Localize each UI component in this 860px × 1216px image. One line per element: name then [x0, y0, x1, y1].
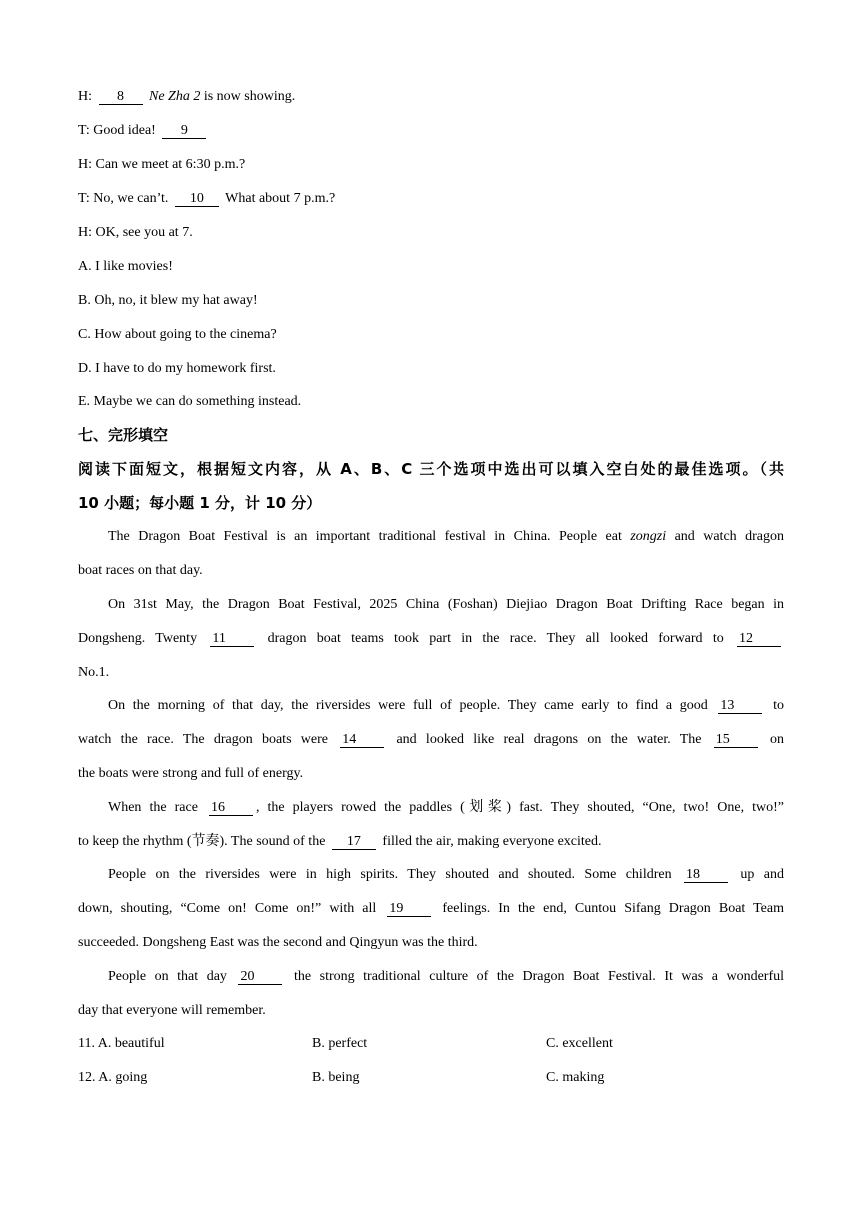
- passage-p1-line-1: The Dragon Boat Festival is an important traditional festival in China. People eat zongzi and watch dragon: [108, 529, 784, 544]
- dialogue-line-2: T: Good idea! 9: [78, 122, 784, 140]
- blank-13: 13: [718, 698, 762, 714]
- blank-18: 18: [684, 867, 728, 883]
- movie-title: Ne Zha 2: [149, 89, 201, 104]
- question-11-option-a: 11. A. beautiful: [78, 1036, 165, 1051]
- passage-p6-line-2: day that everyone will remember.: [78, 1003, 266, 1018]
- passage-p4-line-1: When the race 16 , the players rowed the paddles (划桨) fast. They shouted, “One, two! One, two!”: [108, 800, 785, 815]
- dialogue-line-4: T: No, we can’t. 10 What about 7 p.m.?: [78, 191, 336, 206]
- dialogue-option-b: B. Oh, no, it blew my hat away!: [78, 293, 258, 308]
- dialogue-option-e: E. Maybe we can do something instead.: [78, 394, 302, 409]
- blank-10: 10: [175, 191, 219, 207]
- dialogue-text: H:: [78, 89, 96, 104]
- passage-p3-line-2: watch the race. The dragon boats were 14 and looked like real dragons on the water. The 15 on: [78, 732, 784, 747]
- section-title: 七、完形填空: [78, 426, 169, 444]
- blank-11: 11: [210, 631, 254, 647]
- dialogue-option-a: A. I like movies!: [78, 259, 173, 274]
- instruction-line-1: 阅读下面短文，根据短文内容，从 A、B、C 三个选项中选出可以填入空白处的最佳选项。（共: [78, 460, 784, 478]
- blank-9: 9: [162, 123, 206, 139]
- question-11-option-b: B. perfect: [312, 1036, 368, 1051]
- blank-15: 15: [714, 732, 758, 748]
- passage-p1-line-2: boat races on that day.: [78, 563, 203, 578]
- passage-p2-line-2: Dongsheng. Twenty 11 dragon boat teams took part in the race. They all looked forward to 12: [78, 630, 784, 648]
- passage-p3-line-3: the boats were strong and full of energy.: [78, 766, 304, 781]
- dialogue-option-c: C. How about going to the cinema?: [78, 327, 277, 342]
- question-12-option-b: B. being: [312, 1070, 360, 1085]
- passage-p4-line-2: to keep the rhythm (节奏). The sound of the 17 filled the air, making everyone excited.: [78, 834, 602, 849]
- dialogue-line-5: H: OK, see you at 7.: [78, 225, 193, 240]
- blank-19: 19: [387, 901, 431, 917]
- passage-p6-line-1: People on that day 20 the strong traditional culture of the Dragon Boat Festival. It was a wonderful: [108, 969, 784, 984]
- dialogue-line-3: H: Can we meet at 6:30 p.m.?: [78, 157, 246, 172]
- passage-p2-line-1: On 31st May, the Dragon Boat Festival, 2025 China (Foshan) Diejiao Dragon Boat Drifting Race began in: [108, 597, 784, 612]
- blank-20: 20: [238, 969, 282, 985]
- question-11-option-c: C. excellent: [546, 1036, 613, 1051]
- question-12-option-a: 12. A. going: [78, 1070, 148, 1085]
- blank-8: 8: [99, 89, 143, 105]
- passage-p5-line-1: People on the riversides were in high spirits. They shouted and shouted. Some children 18 up and: [108, 867, 784, 882]
- blank-17: 17: [332, 834, 376, 850]
- instruction-line-2: 10 小题；每小题 1 分，计 10 分）: [78, 494, 322, 512]
- passage-p5-line-3: succeeded. Dongsheng East was the second and Qingyun was the third.: [78, 935, 478, 950]
- dialogue-line-1: H: 8 Ne Zha 2 is now showing.: [78, 89, 296, 104]
- dialogue-option-d: D. I have to do my homework first.: [78, 361, 276, 376]
- zongzi-word: zongzi: [630, 529, 667, 544]
- blank-16: 16: [209, 800, 253, 816]
- passage-p3-line-1: On the morning of that day, the riversides were full of people. They came early to find a good 13 to: [108, 698, 784, 713]
- blank-12: 12: [737, 631, 781, 647]
- blank-14: 14: [340, 732, 384, 748]
- passage-p2-line-3: No.1.: [78, 665, 110, 680]
- passage-p5-line-2: down, shouting, “Come on! Come on!” with all 19 feelings. In the end, Cuntou Sifang Dragon Boat Team: [78, 901, 784, 916]
- question-12-option-c: C. making: [546, 1070, 605, 1085]
